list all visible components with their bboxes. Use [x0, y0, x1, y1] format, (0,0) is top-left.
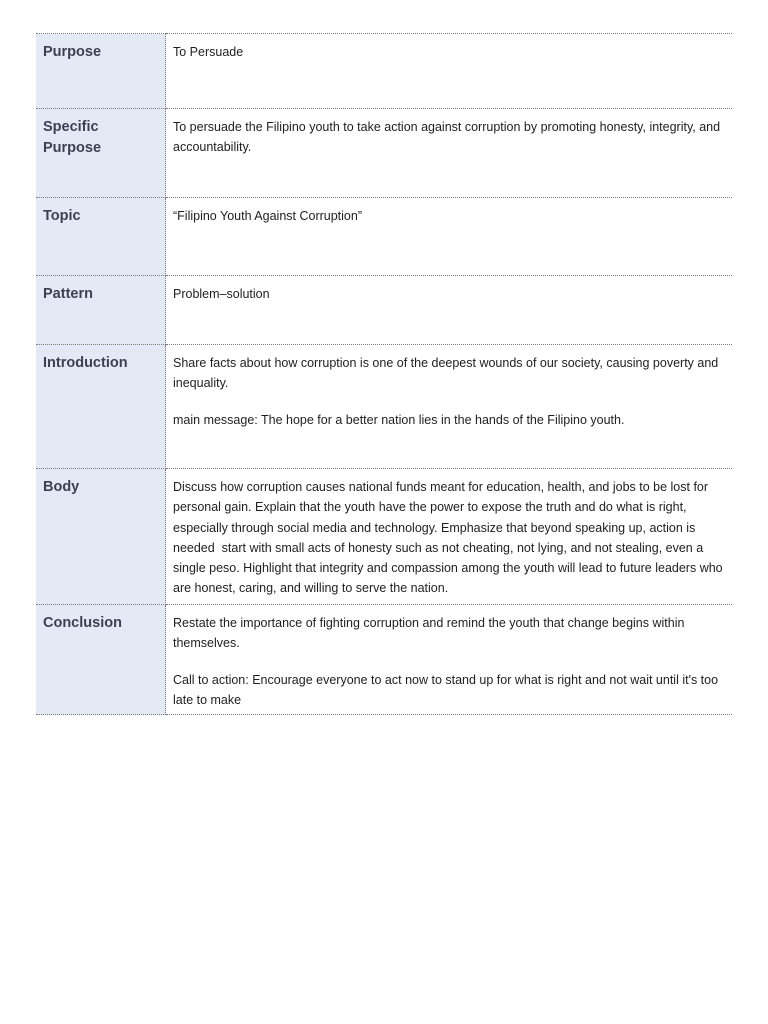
table-row-body: [36, 469, 732, 605]
row-label: Topic: [43, 208, 81, 224]
speech-outline-table: [36, 33, 732, 715]
row-label-cell: [36, 109, 166, 198]
row-text: “Filipino Youth Against Corruption”: [173, 209, 363, 223]
row-text: To Persuade: [173, 45, 244, 59]
row-content-cell: [166, 469, 733, 605]
row-label: Introduction: [43, 355, 128, 371]
row-content-cell: [166, 605, 733, 715]
row-text: Call to action: Encourage everyone to act now to stand up for what is right and not wait until it's too late to make: [173, 672, 722, 707]
row-label: Conclusion: [43, 615, 122, 631]
table-row-pattern: [36, 276, 732, 345]
row-content-cell: [166, 345, 733, 469]
row-label-cell: [36, 276, 166, 345]
row-label-cell: [36, 605, 166, 715]
table-row-conclusion: [36, 605, 732, 715]
row-label: Purpose: [43, 44, 102, 60]
row-text: To persuade the Filipino youth to take action against corruption by promoting honesty, integrity, and accountability.: [173, 120, 724, 155]
row-label-cell: [36, 469, 166, 605]
row-text: Restate the importance of fighting corruption and remind the youth that change begins within themselves.: [173, 616, 688, 651]
row-text: Problem–solution: [173, 287, 270, 301]
row-text: main message: The hope for a better nation lies in the hands of the Filipino youth.: [173, 412, 625, 427]
row-text: Share facts about how corruption is one of the deepest wounds of our society, causing poverty and inequality.: [173, 356, 722, 391]
row-content-cell: [166, 109, 733, 198]
row-content-cell: [166, 198, 733, 276]
table-row-purpose: [36, 34, 732, 109]
row-label-cell: [36, 198, 166, 276]
table-row-specific-purpose: [36, 109, 732, 198]
row-label-cell: [36, 345, 166, 469]
row-label: Body: [43, 479, 80, 495]
row-text: Discuss how corruption causes national funds meant for education, health, and jobs to be lost for personal gain. Explain that the youth have the power to expose the truth and do what is right, especially through social media and technology. Emphasize that beyond speaking up, action is needed start with small acts of honesty such as not cheating, not lying, and not stealing, even a single peso. Highlight that integrity and compassion among the youth will lead to future leaders who are honest, caring, and willing to serve the nation.: [173, 480, 727, 596]
table-row-topic: [36, 198, 732, 276]
row-content-cell: [166, 34, 733, 109]
row-content-cell: [166, 276, 733, 345]
row-label: Specific Purpose: [43, 119, 102, 156]
table-row-introduction: [36, 345, 732, 469]
row-label-cell: [36, 34, 166, 109]
row-label: Pattern: [43, 286, 93, 302]
